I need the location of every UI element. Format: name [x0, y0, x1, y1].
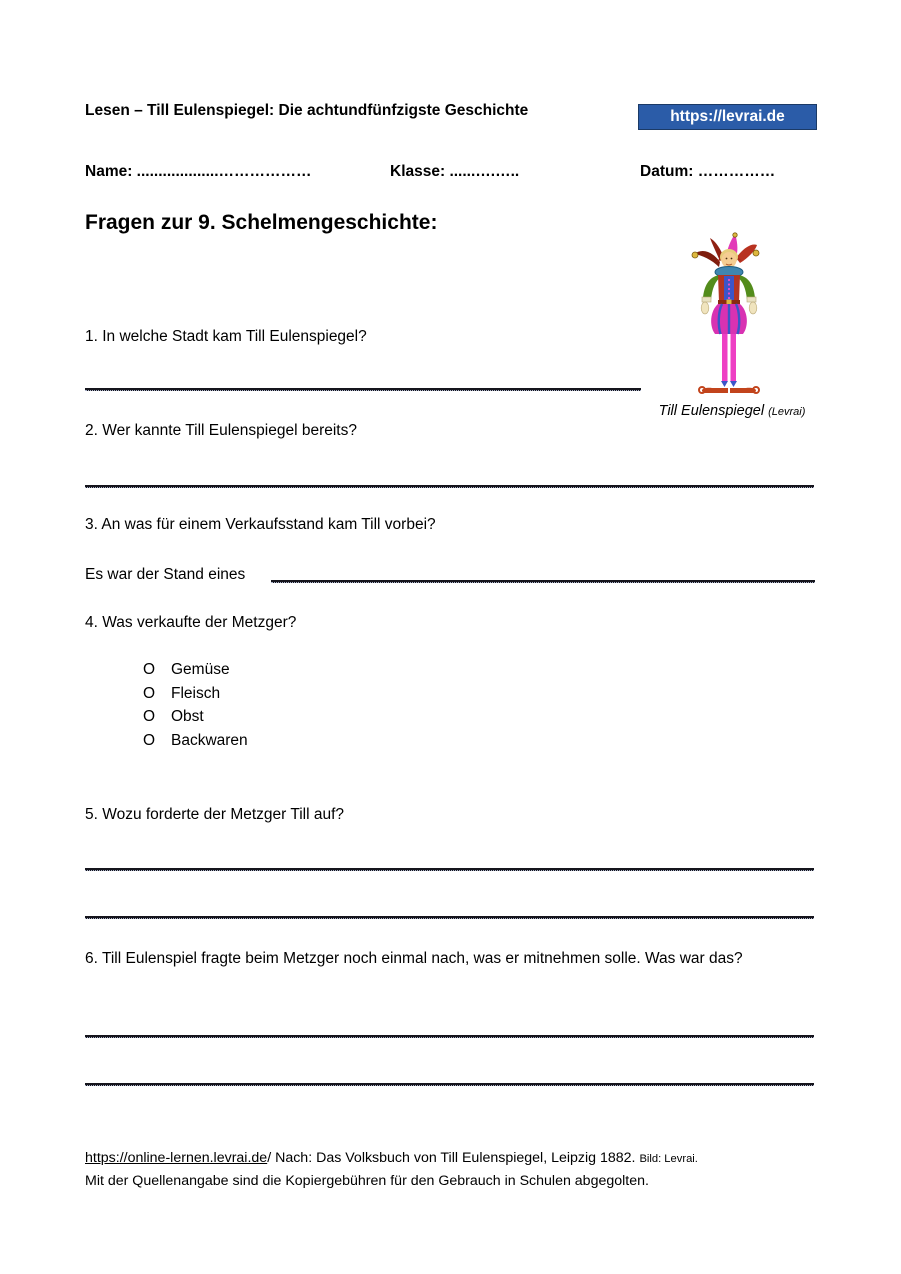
answer-line-q6-2: [85, 1083, 814, 1086]
worksheet-header-title: Lesen – Till Eulenspiegel: Die achtundfünfzigste Geschichte: [85, 102, 529, 119]
option-obst: [143, 706, 248, 730]
option-circle-marker: O: [143, 684, 156, 702]
figure-caption: [646, 403, 818, 419]
option-label: Fleisch: [171, 684, 221, 702]
question-4: 4. Was verkaufte der Metzger?: [85, 614, 297, 631]
question-4-options: [143, 658, 248, 753]
answer-line-q6-1: [85, 1035, 814, 1038]
question-6: 6. Till Eulenspiel fragte beim Metzger noch einmal nach, was er mitnehmen solle. Was war das?: [85, 950, 743, 967]
footer-license-note: Mit der Quellenangabe sind die Kopiergebühren für den Gebrauch in Schulen abgegolten.: [85, 1173, 649, 1189]
question-3-answer-prefix: Es war der Stand eines: [85, 566, 246, 583]
answer-line-q3: [271, 580, 815, 583]
jester-pants: [711, 304, 747, 334]
figure-caption-main: Till Eulenspiegel: [658, 403, 765, 419]
footer-source-line: [85, 1147, 835, 1170]
answer-line-q5-2: [85, 916, 814, 919]
footer-link[interactable]: https://online-lernen.levrai.de: [85, 1150, 268, 1166]
footer-source-text: / Nach: Das Volksbuch von Till Eulenspiegel, Leipzig 1882.: [267, 1150, 640, 1166]
option-fleisch: [143, 682, 248, 706]
option-backwaren: [143, 729, 248, 753]
figure-caption-credit: (Levrai): [768, 406, 806, 418]
option-gemuese: [143, 658, 248, 682]
answer-line-q1: [85, 388, 641, 391]
answer-line-q5-1: [85, 868, 814, 871]
page-title: Fragen zur 9. Schelmengeschichte:: [85, 211, 438, 234]
jester-image: [682, 231, 774, 401]
question-2: 2. Wer kannte Till Eulenspiegel bereits?: [85, 422, 357, 439]
option-label: Gemüse: [171, 660, 230, 678]
answer-line-q2: [85, 485, 814, 488]
option-label: Obst: [171, 708, 204, 726]
jester-legs: [722, 334, 736, 381]
question-1: 1. In welche Stadt kam Till Eulenspiegel?: [85, 328, 367, 345]
name-field-label: Name: ...................………………: [85, 163, 312, 180]
jester-shoes: [699, 381, 759, 393]
jester-head: [720, 249, 738, 268]
option-circle-marker: O: [143, 708, 156, 726]
footer: [85, 1147, 835, 1192]
question-5: 5. Wozu forderte der Metzger Till auf?: [85, 806, 345, 823]
question-3: 3. An was für einem Verkaufsstand kam Till vorbei?: [85, 516, 436, 533]
option-circle-marker: O: [143, 732, 156, 750]
option-label: Backwaren: [171, 732, 248, 750]
footer-image-credit: Bild: Levrai.: [639, 1153, 698, 1165]
klasse-field-label: Klasse: ......….…..: [390, 163, 520, 180]
datum-field-label: Datum: ……………: [640, 163, 776, 180]
option-circle-marker: O: [143, 660, 156, 678]
student-fields-row: [85, 163, 825, 181]
levrai-badge-link[interactable]: https://levrai.de: [638, 104, 817, 130]
